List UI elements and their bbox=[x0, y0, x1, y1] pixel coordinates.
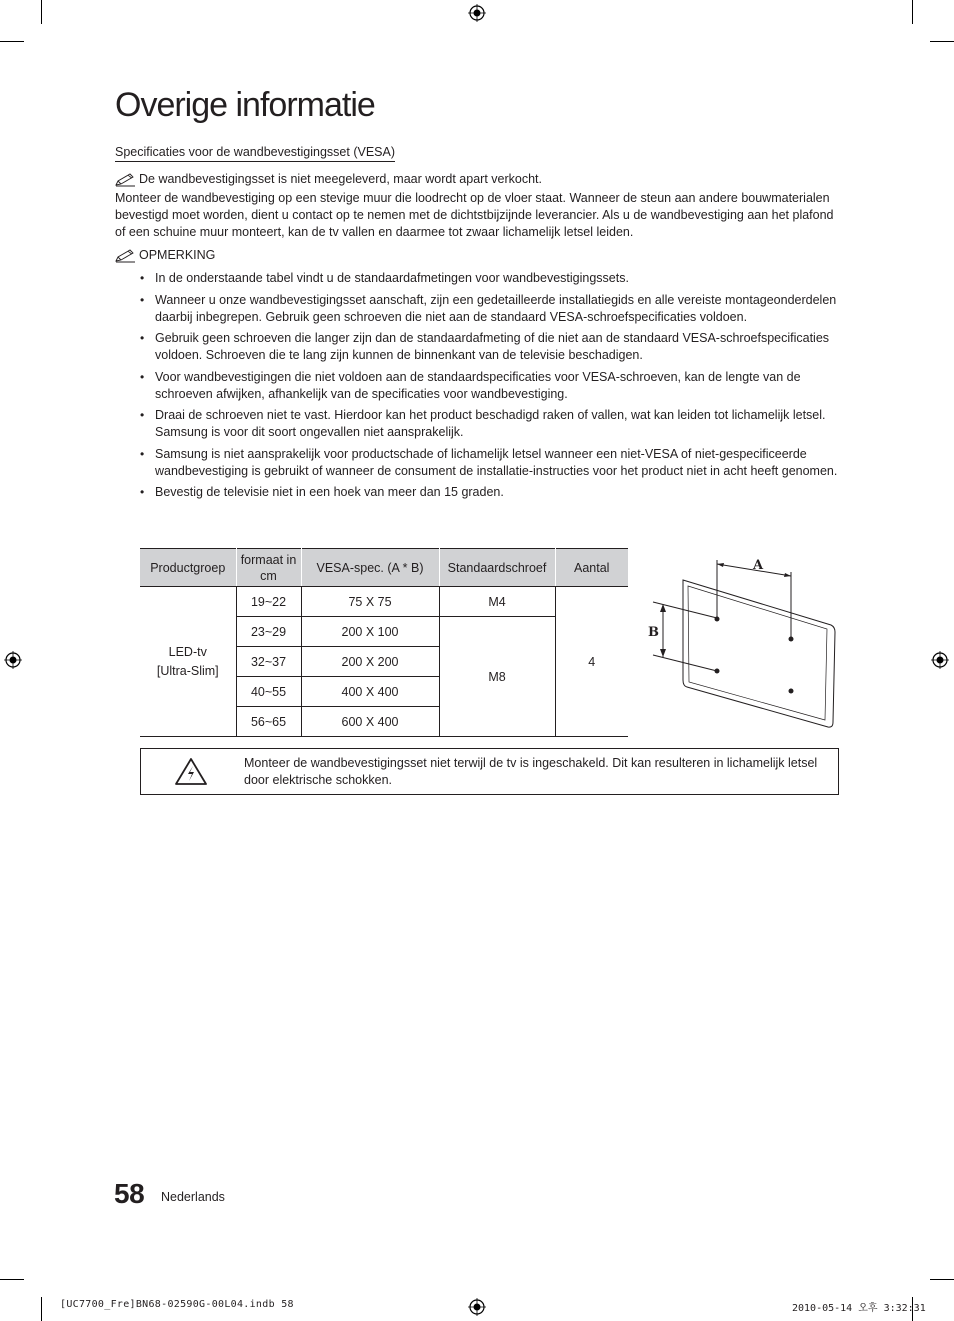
list-item: • Samsung is niet aansprakelijk voor productschade of lichamelijk letsel wanneer een niet-VESA of niet-gespecificeerde wandbevestiging is gebruikt of wanneer de consument de installatie-instructies voor het product niet in acht heeft genomen. bbox=[140, 446, 838, 478]
vesa-spec-table bbox=[140, 548, 628, 737]
list-item: • In de onderstaande tabel vindt u de standaardafmetingen voor wandbevestigingssets. bbox=[140, 271, 629, 285]
size-cell: 23~29 bbox=[236, 617, 301, 647]
bullet-icon: • bbox=[140, 369, 145, 384]
vesa-cell: 200 X 100 bbox=[301, 617, 439, 647]
section-heading: Specificaties voor de wandbevestigingsset (VESA) bbox=[115, 145, 395, 162]
table-header: Standaardschroef bbox=[439, 549, 555, 587]
registration-mark-icon bbox=[468, 4, 486, 22]
note-remark bbox=[115, 247, 215, 264]
vesa-cell: 75 X 75 bbox=[301, 587, 439, 617]
note-not-included bbox=[115, 171, 542, 188]
vesa-cell: 400 X 400 bbox=[301, 677, 439, 707]
quantity-cell: 4 bbox=[555, 587, 628, 737]
screw-cell: M4 bbox=[439, 587, 555, 617]
size-cell: 19~22 bbox=[236, 587, 301, 617]
screw-hole bbox=[789, 637, 794, 642]
electric-shock-warning-icon bbox=[174, 757, 208, 786]
size-cell: 40~55 bbox=[236, 677, 301, 707]
registration-mark-icon bbox=[4, 651, 22, 669]
vesa-cell: 600 X 400 bbox=[301, 707, 439, 737]
bullet-icon: • bbox=[140, 446, 145, 461]
screw-hole bbox=[715, 617, 720, 622]
vesa-cell: 200 X 200 bbox=[301, 647, 439, 677]
warning-box bbox=[140, 748, 839, 795]
footer-timestamp: 2010-05-14 오후 3:32:31 bbox=[792, 1303, 926, 1314]
list-item: • Bevestig de televisie niet in een hoek van meer dan 15 graden. bbox=[140, 485, 504, 499]
size-cell: 56~65 bbox=[236, 707, 301, 737]
bullet-icon: • bbox=[140, 271, 145, 285]
crop-mark bbox=[930, 1279, 954, 1280]
tv-back-diagram bbox=[645, 552, 845, 734]
screw-hole bbox=[789, 689, 794, 694]
crop-mark bbox=[0, 41, 24, 42]
list-item: • Voor wandbevestigingen die niet voldoen aan de standaardspecificaties voor VESA-schroeven, kan de lengte van de schroeven afwijken, afhankelijk van de specificaties voor wandbevestiging. bbox=[140, 369, 801, 401]
table-header-row bbox=[140, 549, 628, 587]
size-cell: 32~37 bbox=[236, 647, 301, 677]
crop-mark bbox=[912, 0, 913, 24]
mounting-paragraph: Monteer de wandbevestiging op een stevige muur die loodrecht op de vloer staat. Wanneer de steun aan andere bouwmaterialen bevestigd moet worden, dient u contact op te nemen met de dichtstbijzijnde leverancier. Als u de wandbevestiging aan het plafond of een schuine muur monteert, kan de tv vallen en daarmee tot zwaar lichamelijk letsel leiden. bbox=[115, 191, 834, 239]
warning-text: Monteer de wandbevestigingsset niet terwijl de tv is ingeschakeld. Dit kan resulteren in lichamelijk letsel door elektrische schokken. bbox=[244, 755, 818, 787]
table-header: Aantal bbox=[555, 549, 628, 587]
product-group-line: LED-tv bbox=[168, 644, 207, 659]
tv-outline bbox=[683, 580, 835, 727]
bullet-icon: • bbox=[140, 485, 145, 499]
list-item: • Draai de schroeven niet te vast. Hierdoor kan het product beschadigd raken of vallen, wat kan leiden tot lichamelijk letsel. Samsung is voor dit soort ongevallen niet aansprakelijk. bbox=[140, 408, 826, 439]
registration-mark-icon bbox=[468, 1298, 486, 1316]
note-heading: OPMERKING bbox=[139, 248, 216, 262]
crop-mark bbox=[930, 41, 954, 42]
product-group-cell bbox=[140, 587, 236, 737]
table-header: formaat in cm bbox=[236, 549, 301, 587]
remark-list bbox=[139, 270, 839, 506]
tv-inner-panel bbox=[688, 586, 827, 720]
registration-mark-icon bbox=[931, 651, 949, 669]
product-group-line: [Ultra-Slim] bbox=[156, 663, 219, 678]
crop-mark bbox=[41, 0, 42, 24]
bullet-icon: • bbox=[140, 292, 145, 307]
table-header: Productgroep bbox=[140, 549, 236, 587]
page-number: 58 bbox=[114, 1178, 145, 1209]
bullet-icon: • bbox=[140, 331, 145, 345]
dimension-label-a: A bbox=[753, 558, 764, 573]
note-text: De wandbevestigingsset is niet meegeleverd, maar wordt apart verkocht. bbox=[139, 172, 542, 186]
note-pencil-icon bbox=[115, 249, 136, 263]
table-row bbox=[140, 587, 628, 617]
note-pencil-icon bbox=[115, 173, 136, 187]
dimension-label-b: B bbox=[648, 625, 659, 640]
page-language: Nederlands bbox=[161, 1190, 225, 1204]
screw-hole bbox=[715, 669, 720, 674]
screw-cell: M8 bbox=[439, 617, 555, 737]
table-header: VESA-spec. (A * B) bbox=[301, 549, 439, 587]
list-item: • Gebruik geen schroeven die langer zijn dan de standaardafmeting of die niet aan de standaard VESA-schroefspecificaties voldoen. Schroeven die te lang zijn kunnen de binnenkant van de televisie beschadigen. bbox=[140, 331, 830, 362]
crop-mark bbox=[0, 1279, 24, 1280]
bullet-icon: • bbox=[140, 408, 145, 422]
footer-file-info: [UC7700_Fre]BN68-02590G-00L04.indb 58 bbox=[60, 1299, 294, 1310]
crop-mark bbox=[41, 1297, 42, 1321]
list-item: • Wanneer u onze wandbevestigingsset aanschaft, zijn een gedetailleerde installatiegids en alle vereiste montageonderdelen daarbij inbegrepen. Gebruik geen schroeven die niet aan de standaard VESA-schroefspecificaties voldoen. bbox=[140, 292, 837, 324]
page-title: Overige informatie bbox=[115, 86, 375, 124]
